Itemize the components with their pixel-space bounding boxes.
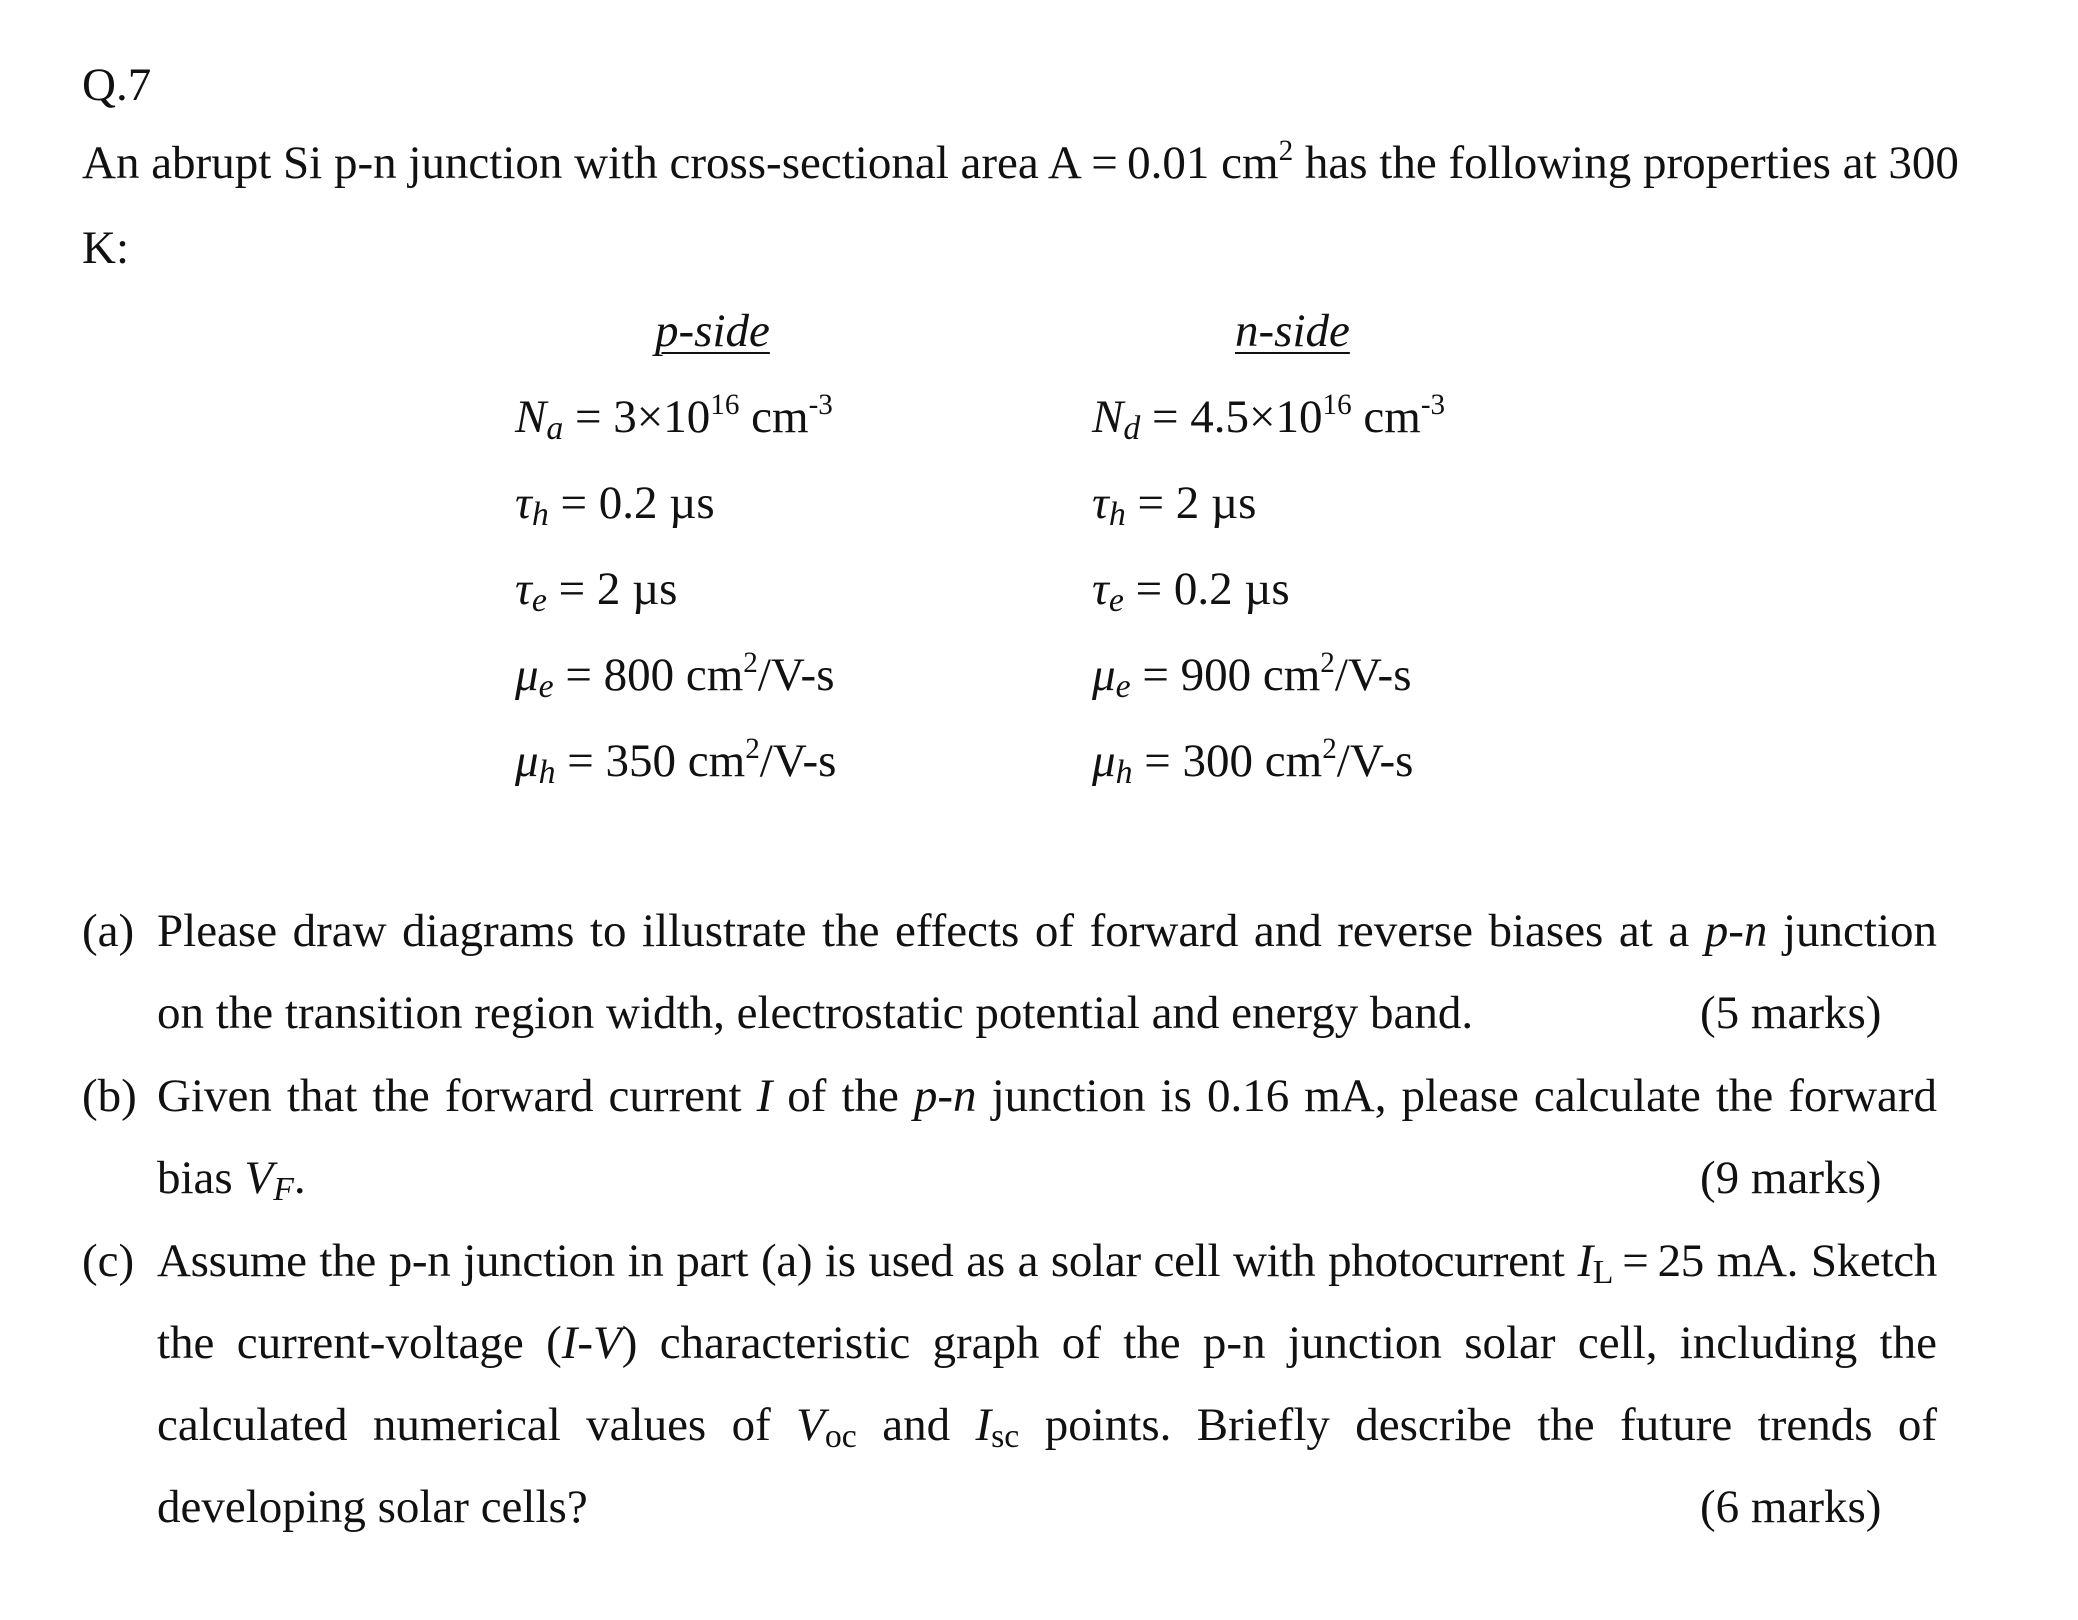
p-side-tau-h: $\tau_h = 0.2$ µs	[515, 477, 715, 534]
part-b-line1: Given that the forward current I of the p-n junction is 0.16 mA, please calculate the forward	[157, 1070, 1938, 1122]
part-a-line2: on the transition region width, electrostatic potential and energy band.	[157, 987, 1474, 1039]
n-side-mu-e: $\mu_e = 900$ $cm^2/V-s$	[1092, 646, 1412, 706]
question-intro-line1: An abrupt Si p-n junction with cross-sectional area A = 0.01 $cm^2$ has the following properties at 300	[82, 134, 1959, 189]
p-side-mu-h: $\mu_h = 350$ $cm^2/V-s$	[515, 732, 837, 792]
part-a-line1: Please draw diagrams to illustrate the effects of forward and reverse biases at a p-n junction	[157, 905, 1938, 957]
p-side-header: p-side	[655, 305, 770, 357]
n-side-tau-e: $\tau_e = 0.2$ µs	[1092, 563, 1290, 620]
part-c-line2: the current-voltage (I-V) characteristic graph of the p-n junction solar cell, including the	[157, 1317, 1937, 1369]
n-side-tau-h: $\tau_h = 2$ µs	[1092, 477, 1257, 534]
part-a-marks: (5 marks)	[1700, 987, 1882, 1039]
p-side-tau-e: $\tau_e = 2$ µs	[515, 563, 678, 620]
question-number: Q.7	[82, 59, 152, 111]
part-c-line3: calculated numerical values of $V_{oc}$ and $I_{sc}$ points. Briefly describe the future trends of	[157, 1399, 1938, 1456]
part-b-marks: (9 marks)	[1700, 1152, 1882, 1204]
part-a-label: (a)	[82, 905, 135, 957]
part-c-marks: (6 marks)	[1700, 1481, 1882, 1533]
n-side-header: n-side	[1235, 305, 1350, 357]
part-c-label: (c)	[82, 1235, 135, 1287]
part-b-line2: bias $V_F$.	[157, 1152, 306, 1209]
part-c-line4: developing solar cells?	[157, 1481, 588, 1533]
p-side-Na: $N_a = 3\times 10^{16}$ $cm^{-3}$	[515, 388, 833, 448]
part-c-line1: Assume the p-n junction in part (a) is used as a solar cell with photocurrent $I_L = 25$ mA. Sketch	[157, 1235, 1938, 1292]
part-b-label: (b)	[82, 1070, 137, 1122]
n-side-Nd: $N_d = 4.5\times 10^{16}$ $cm^{-3}$	[1092, 388, 1446, 448]
p-side-mu-e: $\mu_e = 800$ $cm^2/V-s$	[515, 646, 835, 706]
question-intro-line2: K:	[82, 222, 129, 274]
n-side-mu-h: $\mu_h = 300$ $cm^2/V-s$	[1092, 732, 1414, 792]
